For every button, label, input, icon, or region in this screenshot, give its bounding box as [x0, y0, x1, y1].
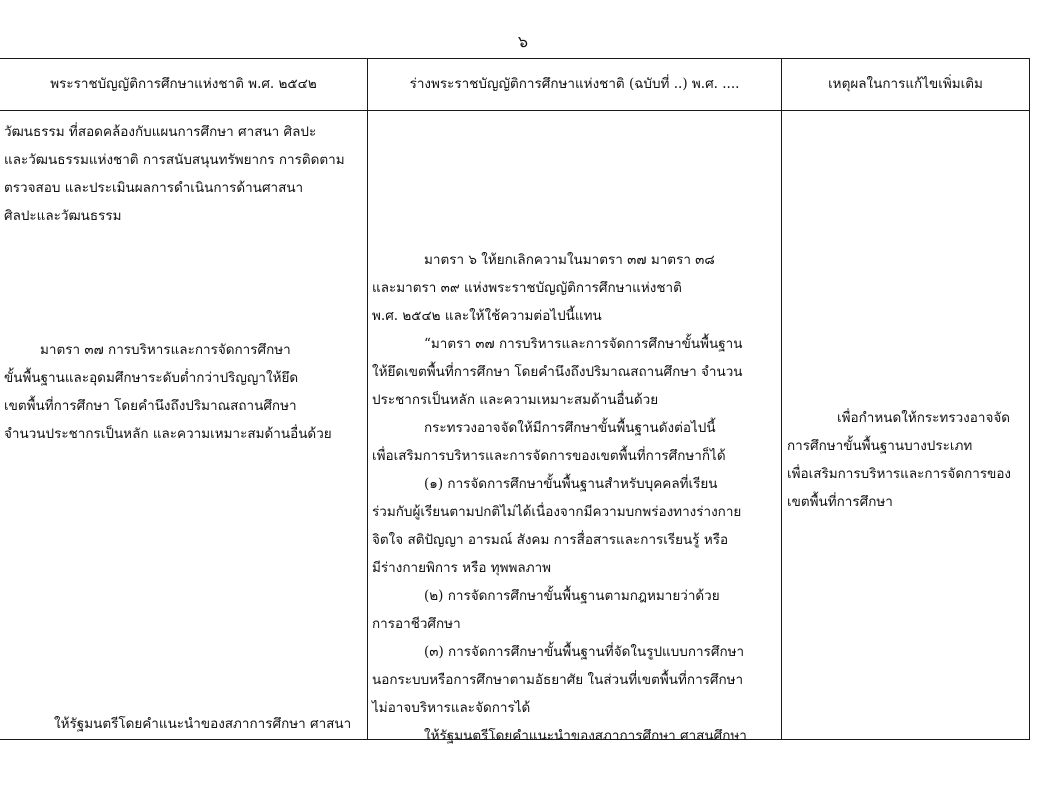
text-line: ประชากรเป็นหลัก และความเหมาะสมด้านอื่นด้วย — [372, 392, 659, 408]
text-line: การอาชีวศึกษา — [372, 616, 461, 632]
text-line: และวัฒนธรรมแห่งชาติ การสนับสนุนทรัพยากร การติดตาม — [4, 152, 345, 168]
text-line: เพื่อเสริมการบริหารและการจัดการของ — [787, 466, 1012, 482]
text-line: ให้รัฐมนตรีโดยคำแนะนำของสภาการศึกษา ศาสนศึกษา — [424, 728, 747, 744]
text-line: “มาตรา ๓๗ การบริหารและการจัดการศึกษาขั้นพื้นฐาน — [424, 336, 743, 352]
text-line: (๒) การจัดการศึกษาขั้นพื้นฐานตามกฎหมายว่าด้วย — [424, 588, 720, 604]
table-right-border — [1029, 58, 1030, 740]
table-header-border — [0, 110, 1030, 111]
header-col-current-act: พระราชบัญญัติการศึกษาแห่งชาติ พ.ศ. ๒๕๔๒ — [50, 76, 317, 92]
text-line: ไม่อาจบริหารและจัดการได้ — [372, 700, 531, 716]
text-line: นอกระบบหรือการศึกษาตามอัธยาศัย ในส่วนที่เขตพื้นที่การศึกษา — [372, 672, 744, 688]
header-col-rationale: เหตุผลในการแก้ไขเพิ่มเติม — [828, 76, 983, 92]
text-line: เพื่อกำหนดให้กระทรวงอาจจัด — [837, 410, 1011, 426]
text-line: (๓) การจัดการศึกษาขั้นพื้นฐานที่จัดในรูปแบบการศึกษา — [424, 644, 745, 660]
column-divider-2 — [781, 58, 782, 740]
current-act-paragraph-3 — [4, 710, 364, 738]
draft-act-column — [372, 246, 778, 750]
text-line: ตรวจสอบ และประเมินผลการดำเนินการด้านศาสนา — [4, 180, 304, 196]
text-line: ขั้นพื้นฐานและอุดมศึกษาระดับต่ำกว่าปริญญาให้ยึด — [4, 370, 299, 386]
text-line: จำนวนประชากรเป็นหลัก และความเหมาะสมด้านอื่นด้วย — [4, 426, 332, 442]
text-line: วัฒนธรรม ที่สอดคล้องกับแผนการศึกษา ศาสนา ศิลปะ — [4, 124, 317, 140]
rationale-column — [787, 404, 1025, 516]
column-divider-1 — [367, 58, 368, 740]
text-line: กระทรวงอาจจัดให้มีการศึกษาขั้นพื้นฐานดังต่อไปนี้ — [424, 420, 716, 436]
text-line: จิตใจ สติปัญญา อารมณ์ สังคม การสื่อสารและการเรียนรู้ หรือ — [372, 532, 729, 548]
text-line: เพื่อเสริมการบริหารและการจัดการของเขตพื้นที่การศึกษาก็ได้ — [372, 448, 726, 464]
text-line: (๑) การจัดการศึกษาขั้นพื้นฐานสำหรับบุคคลที่เรียน — [424, 476, 718, 492]
page-number: ๖ — [517, 32, 529, 51]
text-line: มีร่างกายพิการ หรือ ทุพพลภาพ — [372, 560, 552, 576]
current-act-column — [4, 118, 364, 230]
text-line: เขตพื้นที่การศึกษา โดยคำนึงถึงปริมาณสถานศึกษา — [4, 398, 297, 414]
current-act-paragraph-1 — [4, 118, 364, 230]
text-line: การศึกษาขั้นพื้นฐานบางประเภท — [787, 438, 973, 454]
text-line: ให้ยึดเขตพื้นที่การศึกษา โดยคำนึงถึงปริมาณสถานศึกษา จำนวน — [372, 364, 743, 380]
text-line: เขตพื้นที่การศึกษา — [787, 494, 893, 510]
text-line: และมาตรา ๓๙ แห่งพระราชบัญญัติการศึกษาแห่งชาติ — [372, 280, 682, 296]
text-line: มาตรา ๓๗ การบริหารและการจัดการศึกษา — [40, 342, 291, 358]
text-line: ร่วมกับผู้เรียนตามปกติไม่ได้เนื่องจากมีความบกพร่องทางร่างกาย — [372, 504, 742, 520]
text-line: ศิลปะและวัฒนธรรม — [4, 208, 122, 224]
text-line: พ.ศ. ๒๕๔๒ และให้ใช้ความต่อไปนี้แทน — [372, 308, 602, 324]
header-col-draft-act: ร่างพระราชบัญญัติการศึกษาแห่งชาติ (ฉบับที่ ..) พ.ศ. .... — [409, 76, 740, 92]
current-act-section-37 — [4, 336, 364, 448]
text-line: ให้รัฐมนตรีโดยคำแนะนำของสภาการศึกษา ศาสนา — [54, 716, 352, 732]
text-line: มาตรา ๖ ให้ยกเลิกความในมาตรา ๓๗ มาตรา ๓๘ — [424, 252, 715, 268]
